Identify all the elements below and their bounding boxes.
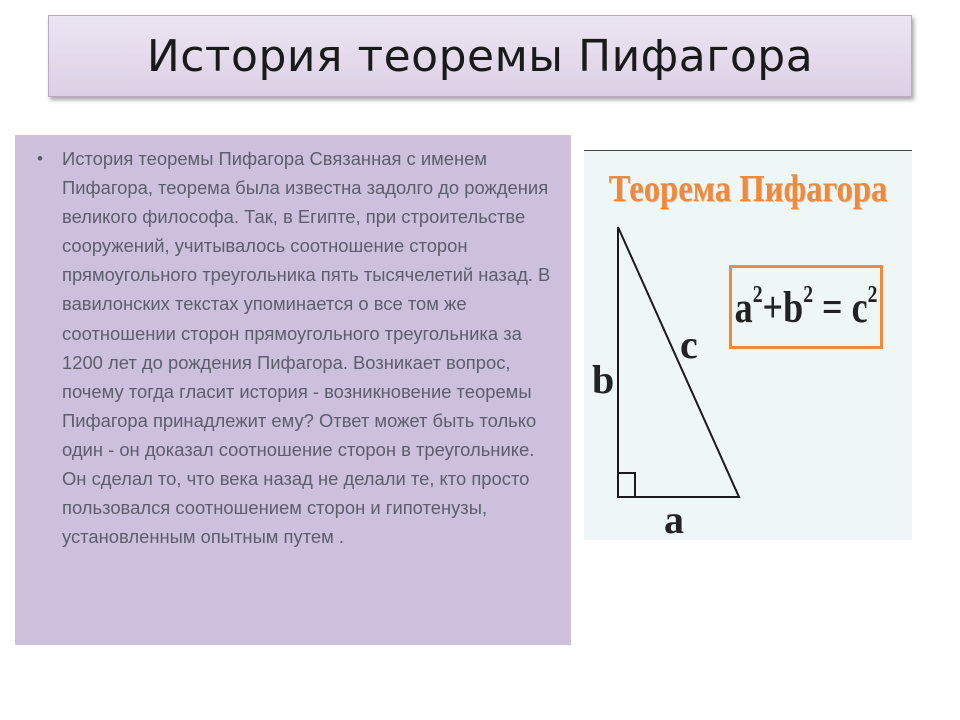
body-paragraph: История теоремы Пифагора Связанная с именем Пифагора, теорема была известна задолго до рождения великого философа. Так, в Египте, при строительстве сооружений, учитывалось соотношение сторон прямоугольного треугольника пять тысячелетий назад. В вавилонских текстах упоминается о все том же соотношении сторон прямоугольного треугольника за 1200 лет до рождения Пифагора. Возникает вопрос, почему тогда гласит история - возникновение теоремы Пифагора принадлежит ему? Ответ может быть только один - он доказал соотношение сторон в треугольнике. Он сделал то, что века назад не делали те, кто просто пользовался соотношением сторон и гипотенузы, установленным опытным путем . xyxy=(62,148,551,548)
right-triangle xyxy=(618,227,739,497)
text-panel xyxy=(15,135,571,645)
bullet-marker: • xyxy=(37,149,43,168)
label-side-c: c xyxy=(680,322,698,367)
right-angle-mark xyxy=(618,473,635,497)
triangle-diagram xyxy=(584,151,912,541)
pythagoras-figure xyxy=(584,150,912,540)
title-box xyxy=(48,15,912,97)
figure-title: Теорема Пифагора xyxy=(608,168,888,210)
slide-title: История теоремы Пифагора xyxy=(146,30,814,82)
formula: $a^2+b^2 = c^2$ xyxy=(734,281,878,332)
label-side-a: a xyxy=(664,497,684,542)
label-side-b: b xyxy=(592,357,615,402)
